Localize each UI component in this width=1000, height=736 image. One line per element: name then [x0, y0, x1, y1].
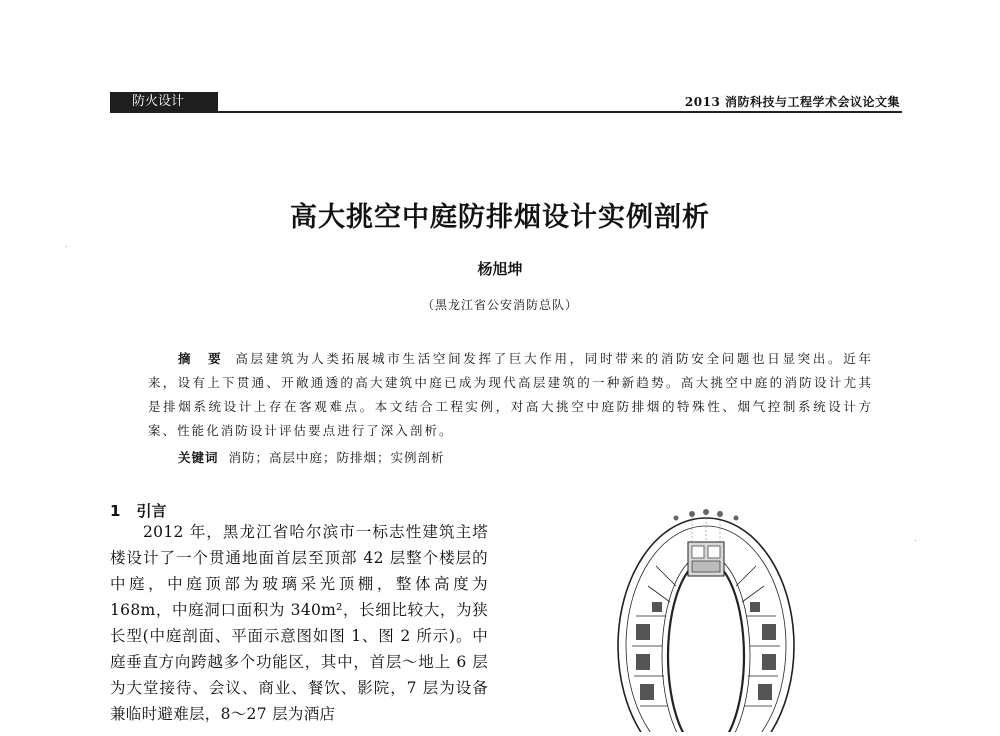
- body-paragraph: 2012 年，黑龙江省哈尔滨市一标志性建筑主塔楼设计了一个贯通地面首层至顶部 42 层整个楼层的中庭，中庭顶部为玻璃采光顶棚，整体高度为 168m，中庭洞口面积为 340m²，长细比较大，为狭长型(中庭剖面、平面示意图如图 1、图 2 所示)。中庭垂直方向跨越多个功能区，其中，首层～地上 6 层为大堂接待、会议、商业、餐饮、影院，7 层为设备兼临时避难层，8～27 层为酒店: [110, 523, 488, 723]
- section-heading: [110, 500, 166, 521]
- body-column: [110, 519, 488, 732]
- abstract-label: 摘 要: [178, 351, 228, 366]
- scan-speck: [915, 540, 916, 541]
- core-block: [688, 542, 724, 576]
- keywords-label: 关键词: [178, 450, 219, 465]
- floor-plan-drawing: [596, 506, 816, 732]
- abstract: [148, 347, 873, 443]
- scan-speck: [66, 246, 67, 247]
- abstract-text: 高层建筑为人类拓展城市生活空间发挥了巨大作用，同时带来的消防安全问题也日显突出。近年来，设有上下贯通、开敞通透的高大建筑中庭已成为现代高层建筑的一种新趋势。高大挑空中庭的消防设计尤其是排烟系统设计上存在客观难点。本文结合工程实例，对高大挑空中庭防排烟的特殊性、烟气控制系统设计方案、性能化消防设计评估要点进行了深入剖析。: [148, 351, 873, 438]
- section-tag: 防火设计: [110, 92, 218, 112]
- keywords: [178, 448, 445, 466]
- room-partitions: [632, 616, 780, 706]
- proceedings-title: 2013 消防科技与工程学术会议论文集: [684, 95, 900, 109]
- paper-title: 高大挑空中庭防排烟设计实例剖析: [290, 202, 710, 233]
- atrium-floor-plan-figure: [596, 506, 816, 732]
- keywords-text: 消防；高层中庭；防排烟；实例剖析: [228, 450, 445, 465]
- atrium-edge: [662, 554, 750, 732]
- section-title: 引言: [136, 502, 167, 520]
- author-affiliation: （黑龙江省公安消防总队）: [421, 298, 578, 312]
- room-blocks: [636, 602, 776, 700]
- section-number: 1: [110, 502, 121, 520]
- author-name: 杨旭坤: [477, 260, 523, 278]
- header-rule: [110, 111, 902, 113]
- atrium-void: [668, 560, 744, 732]
